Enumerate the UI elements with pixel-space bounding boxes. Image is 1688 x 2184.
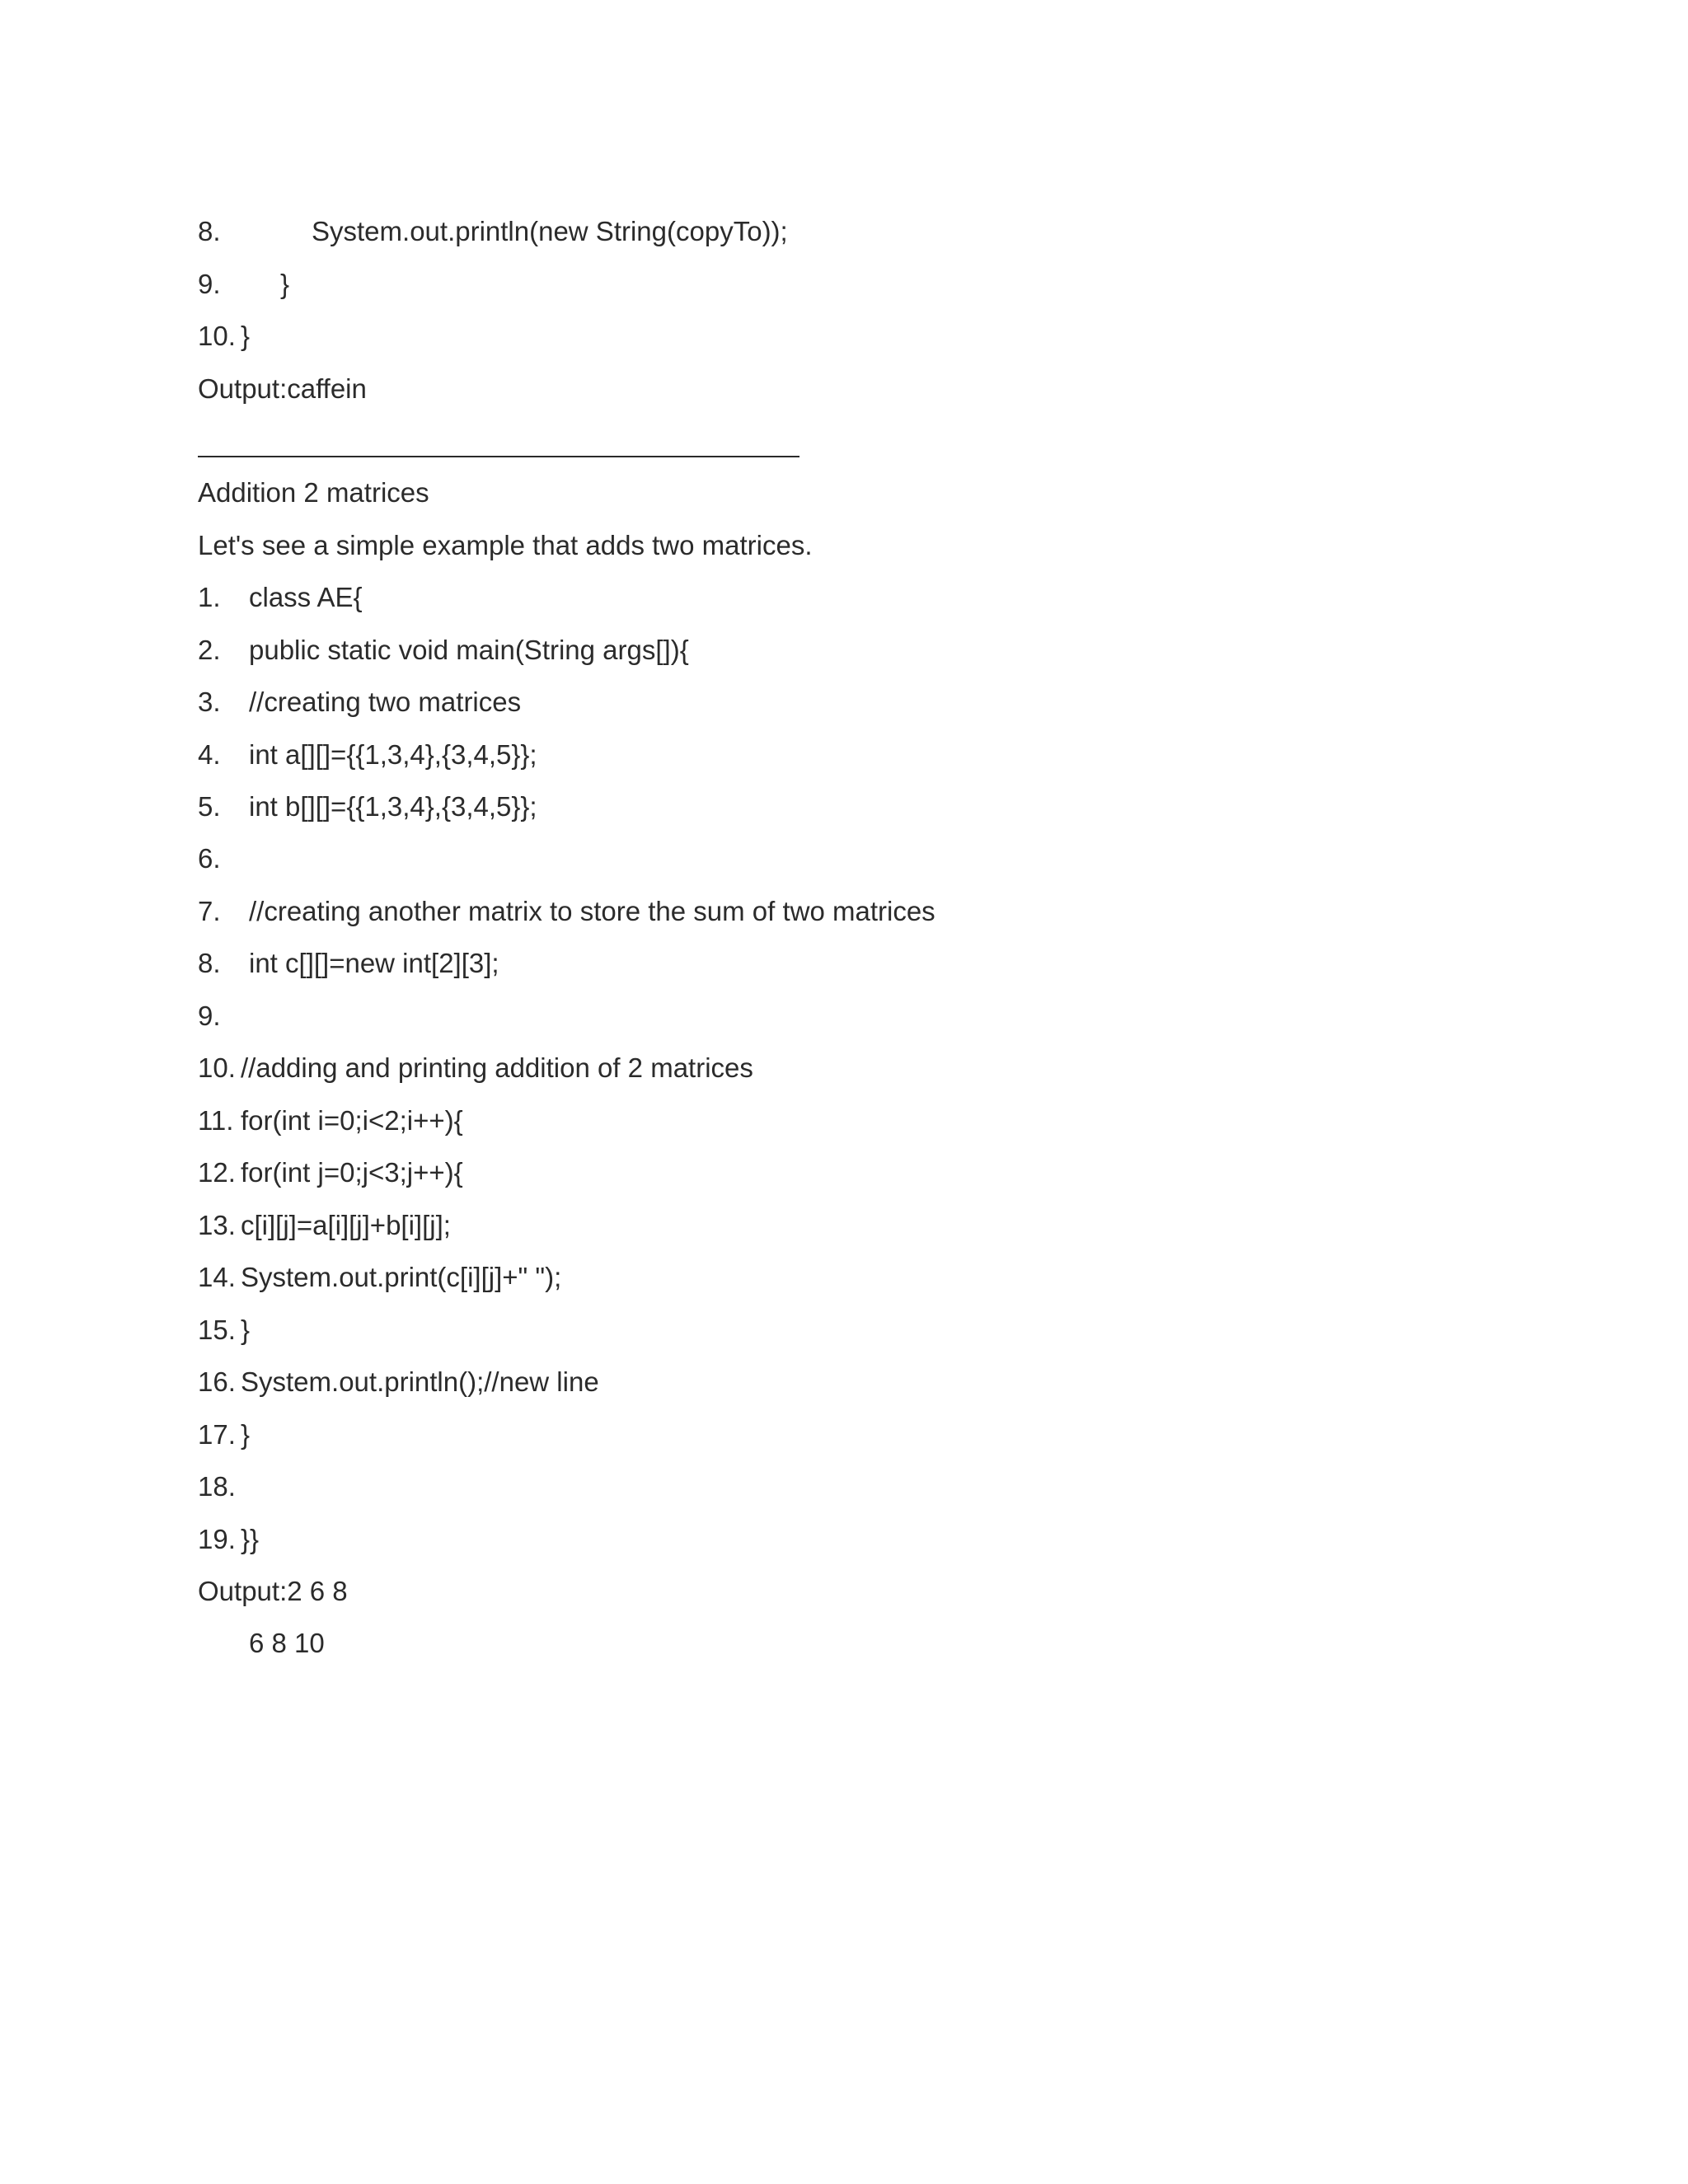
line-number: 8. <box>198 216 221 246</box>
line-text: //adding and printing addition of 2 matrices <box>241 1052 753 1083</box>
line-text: //creating another matrix to store the sum of two matrices <box>249 896 935 926</box>
line-text: int b[][]={{1,3,4},{3,4,5}}; <box>249 791 537 822</box>
line-number: 13. <box>198 1210 236 1240</box>
line-number: 9. <box>198 1001 221 1031</box>
line-number: 9. <box>198 269 221 299</box>
line-number: 2. <box>198 635 221 665</box>
line-text: } <box>241 321 251 351</box>
line-text: } <box>241 1419 251 1450</box>
line-number: 7. <box>198 896 221 926</box>
line-text: System.out.println();//new line <box>241 1366 599 1397</box>
section-title: Addition 2 matrices <box>198 477 429 508</box>
line-text: c[i][j]=a[i][j]+b[i][j]; <box>241 1210 451 1240</box>
line-text: System.out.println(new String(copyTo)); <box>312 216 788 246</box>
line-number: 6. <box>198 843 221 874</box>
line-number: 14. <box>198 1262 236 1292</box>
line-number: 4. <box>198 739 221 770</box>
line-text: for(int i=0;i<2;i++){ <box>241 1105 463 1136</box>
line-number: 17. <box>198 1419 236 1450</box>
line-text: } <box>241 1315 251 1345</box>
line-text: System.out.print(c[i][j]+" "); <box>241 1262 562 1292</box>
line-text: int c[][]=new int[2][3]; <box>249 948 499 978</box>
output-line-2: 6 8 10 <box>249 1628 325 1658</box>
line-text: } <box>280 269 290 299</box>
line-text: for(int j=0;j<3;j++){ <box>241 1157 463 1188</box>
line-number: 11. <box>198 1105 234 1136</box>
line-number: 5. <box>198 791 221 822</box>
line-text: public static void main(String args[]){ <box>249 635 689 665</box>
line-number: 10. <box>198 321 236 351</box>
line-text: int a[][]={{1,3,4},{3,4,5}}; <box>249 739 537 770</box>
line-text: //creating two matrices <box>249 687 522 717</box>
line-number: 15. <box>198 1315 236 1345</box>
line-number: 8. <box>198 948 221 978</box>
line-number: 19. <box>198 1524 236 1554</box>
line-number: 12. <box>198 1157 236 1188</box>
separator-line <box>198 456 799 457</box>
line-text: class AE{ <box>249 582 363 612</box>
line-number: 18. <box>198 1471 236 1502</box>
line-number: 1. <box>198 582 221 612</box>
line-number: 3. <box>198 687 221 717</box>
line-number: 16. <box>198 1366 236 1397</box>
line-number: 10. <box>198 1052 236 1083</box>
intro-paragraph: Let's see a simple example that adds two matrices. <box>198 530 813 560</box>
line-text: }} <box>241 1524 260 1554</box>
output-line-1: Output:2 6 8 <box>198 1576 348 1606</box>
output-caffein: Output:caffein <box>198 373 367 404</box>
